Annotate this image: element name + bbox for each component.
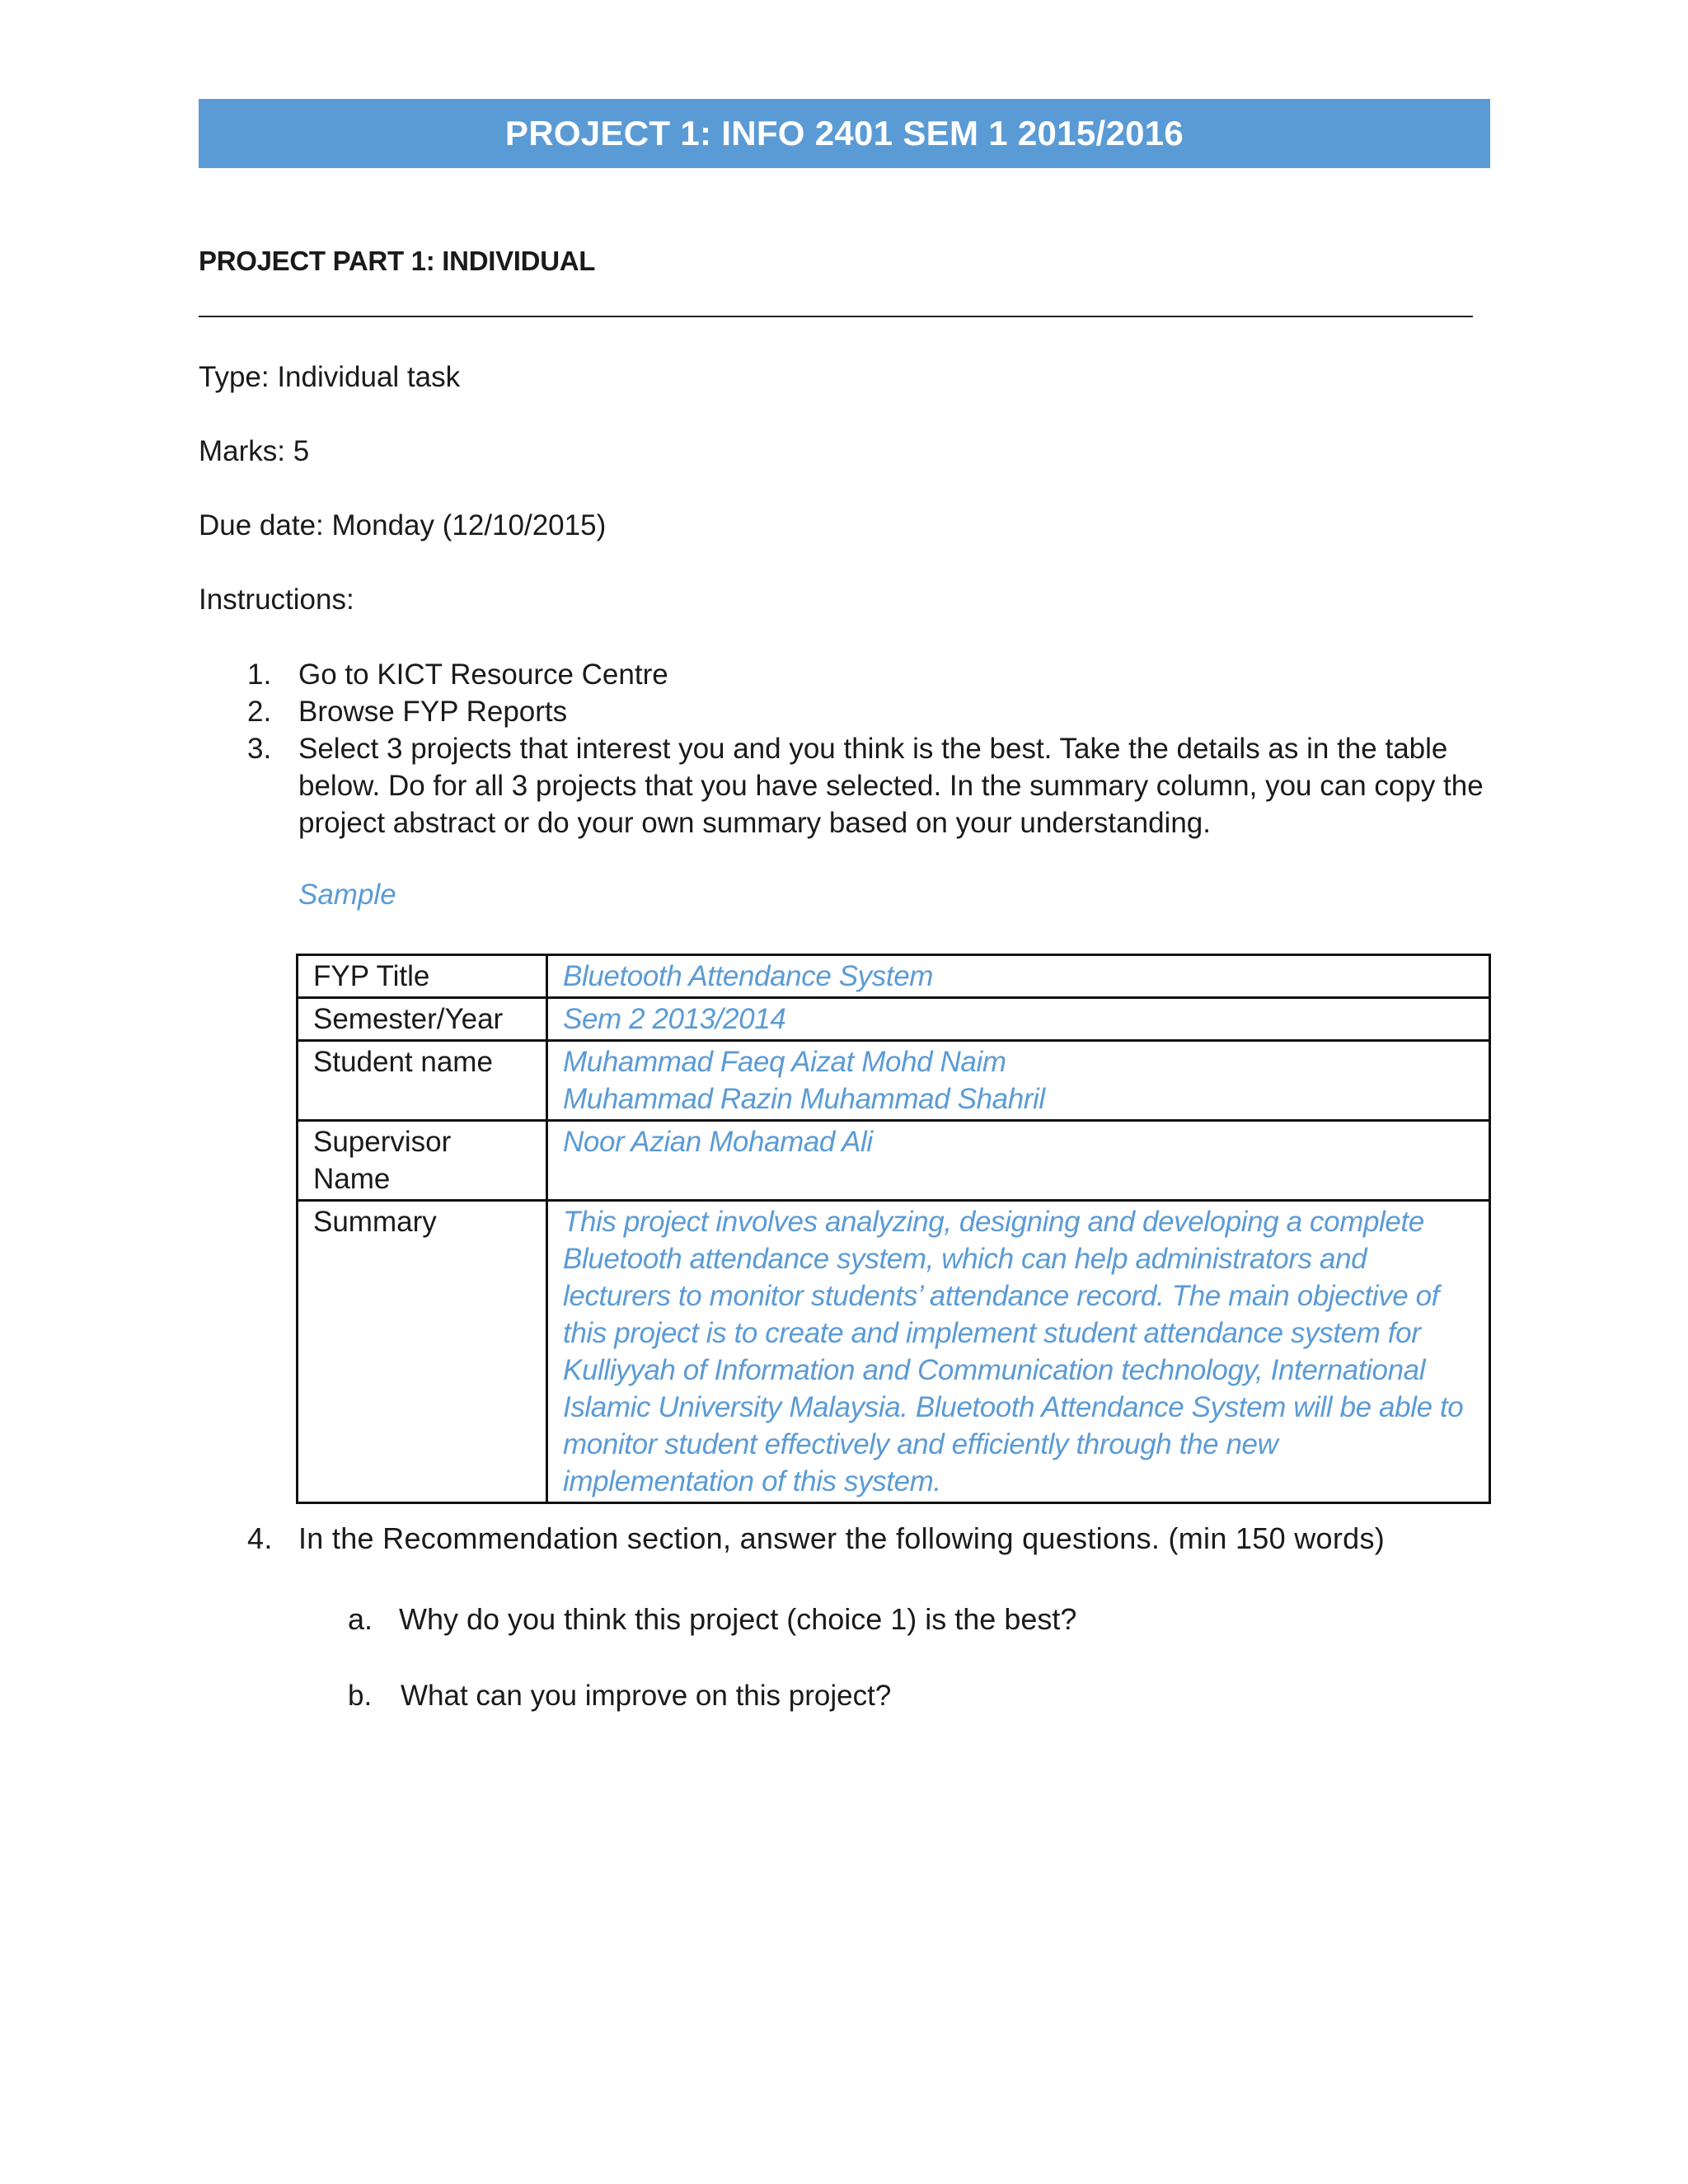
sample-label: Sample — [298, 879, 396, 911]
question-4-text: In the Recommendation section, answer the following questions. (min 150 words) — [298, 1521, 1386, 1555]
question-4-number: 4. — [247, 1521, 273, 1555]
list-item-text: Browse FYP Reports — [298, 696, 568, 728]
list-item-text: Go to KICT Resource Centre — [298, 658, 668, 691]
student-name-label: Student name — [298, 1041, 547, 1121]
list-item-number: 1. — [247, 658, 272, 691]
question-4b-text: What can you improve on this project? — [401, 1680, 892, 1712]
section-heading: PROJECT PART 1: INDIVIDUAL — [199, 246, 596, 276]
student-name-value — [547, 1041, 1490, 1121]
type-field: Type: Individual task — [199, 361, 461, 393]
table-row — [298, 1201, 1490, 1503]
question-4b — [348, 1680, 1337, 1721]
question-4a — [348, 1602, 1337, 1643]
table-row — [298, 1041, 1490, 1121]
page-title-banner: PROJECT 1: INFO 2401 SEM 1 2015/2016 — [199, 99, 1490, 168]
section-divider — [199, 316, 1473, 317]
student-name-1: Muhammad Faeq Aizat Mohd Naim — [563, 1046, 1006, 1078]
due-date-field: Due date: Monday (12/10/2015) — [199, 509, 607, 541]
list-item-number: 3. — [247, 733, 272, 765]
fyp-title-value: Bluetooth Attendance System — [547, 955, 1490, 998]
question-4a-letter: a. — [348, 1602, 373, 1636]
supervisor-label: Supervisor Name — [298, 1121, 547, 1201]
student-name-2: Muhammad Razin Muhammad Shahril — [563, 1083, 1045, 1115]
list-item-text: Select 3 projects that interest you and you think is the best. Take the details as in the table below. Do for all 3 projects that you have selected. In the summary column, you can copy the project abstract or do your own summary based on your understanding. — [298, 733, 1484, 839]
list-item — [247, 693, 1500, 730]
question-4b-letter: b. — [348, 1680, 373, 1712]
summary-value: This project involves analyzing, designing and developing a complete Bluetooth attendance system, which can help administrators and lecturers to monitor students’ attendance record. The main objective of this project is to create and implement student attendance system for Kulliyyah of Information and Communication technology, International Islamic University Malaysia. Bluetooth Attendance System will be able to monitor student effectively and efficiently through the new implementation of this system. — [547, 1201, 1490, 1503]
table-row — [298, 998, 1490, 1041]
table-row — [298, 1121, 1490, 1201]
instructions-label: Instructions: — [199, 583, 354, 616]
supervisor-value: Noor Azian Mohamad Ali — [547, 1121, 1490, 1201]
question-4a-text: Why do you think this project (choice 1) is the best? — [399, 1602, 1077, 1636]
semester-value: Sem 2 2013/2014 — [547, 998, 1490, 1041]
list-item-number: 2. — [247, 696, 272, 728]
fyp-title-label: FYP Title — [298, 955, 547, 998]
fyp-sample-table — [296, 954, 1491, 1504]
summary-label: Summary — [298, 1201, 547, 1503]
marks-field: Marks: 5 — [199, 435, 310, 467]
semester-label: Semester/Year — [298, 998, 547, 1041]
question-4 — [247, 1521, 1484, 1563]
instructions-list — [247, 656, 1500, 841]
list-item — [247, 730, 1500, 841]
table-row — [298, 955, 1490, 998]
list-item — [247, 656, 1500, 693]
